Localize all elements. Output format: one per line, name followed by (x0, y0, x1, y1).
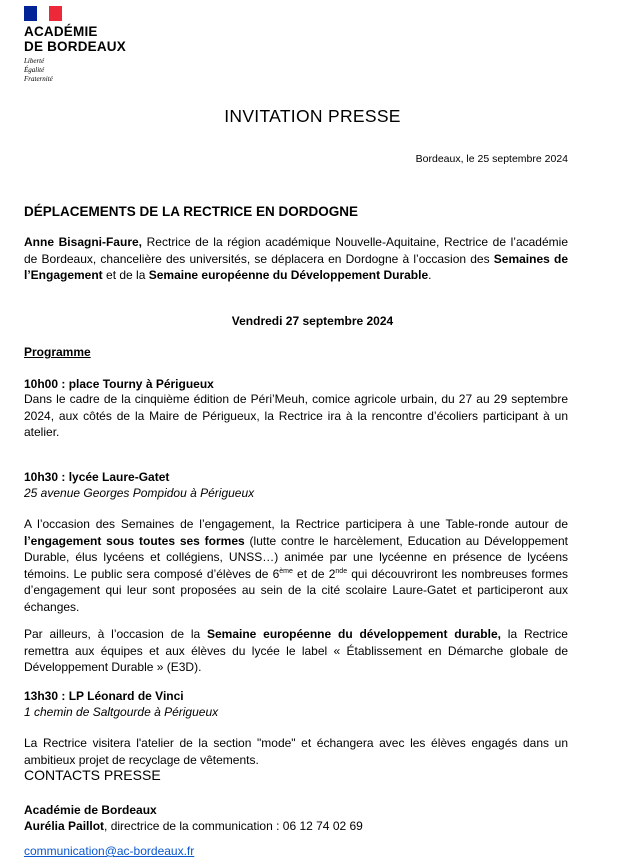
event1-text: Dans le cadre de la cinquième édition de Péri’Meuh, comice agricole urbain, du 27 au 29 septembre 2024, aux côtés de la Maire de Périgueux, la Rectrice ira à la rencontre d’écoliers participant à un atelier. (24, 392, 568, 439)
logo-line-bordeaux: DE BORDEAUX (24, 39, 126, 54)
contacts-person: Aurélia Paillot (24, 819, 105, 833)
event2-p1-sup-1: ème (279, 567, 293, 575)
event-day: Vendredi 27 septembre 2024 (231, 314, 394, 328)
event2-p1-text-3: et de 2 (292, 566, 336, 581)
event2-p1-text-1: A l’occasion des Semaines de l’engagement, la Rectrice participera à une Table-ronde autour de (24, 517, 568, 531)
intro-paragraph (24, 234, 568, 284)
event2-p1-bold-1: l’engagement sous toutes ses formes (24, 533, 245, 548)
event3-text: La Rectrice visitera l'atelier de la section "mode" et échangera avec les élèves engagés dans un ambitieux projet de recyclage de vêtements. (24, 736, 568, 767)
motto-egalite: Égalité (24, 66, 45, 74)
main-heading: DÉPLACEMENTS DE LA RECTRICE EN DORDOGNE (24, 204, 359, 219)
event2-p2-bold-1: Semaine européenne du développement durable, (206, 627, 501, 641)
intro-bold-1: Semaines de l’Engagement (24, 251, 568, 282)
intro-name: Anne Bisagni-Faure, (24, 235, 142, 249)
motto-fraternite: Fraternité (24, 75, 53, 83)
flag-red-stripe (49, 6, 62, 21)
event2-p2-text-1: Par ailleurs, à l’occasion de la (24, 627, 207, 641)
document-title: INVITATION PRESSE (224, 106, 401, 126)
event2-p2-text-2: la Rectrice remettra aux équipes et aux élèves du lycée le label « Établissement en Démarche globale de Développement Durable » (E3D). (24, 627, 568, 674)
event2-title: 10h30 : lycée Laure-Gatet (24, 470, 170, 484)
logo-line-academie: ACADÉMIE (24, 24, 98, 39)
republique-francaise-flag-logo (24, 6, 62, 21)
event2-paragraph-2 (24, 626, 568, 676)
flag-white-stripe (37, 6, 50, 21)
event2-paragraph-1 (24, 516, 568, 615)
contacts-person-line (24, 819, 363, 833)
event3-address: 1 chemin de Saltgourde à Périgueux (24, 705, 219, 719)
event2-p1-sup-2: nde (335, 567, 348, 575)
intro-text-3: . (428, 268, 432, 282)
programme-label: Programme (24, 345, 91, 359)
intro-text-1: Rectrice de la région académique Nouvelle-Aquitaine, Rectrice de l’académie de Bordeaux, chancelière des universités, se déplacera en Dordogne à l’occasion des (24, 235, 568, 266)
event2-p1-text-4: qui découvriront les nombreuses formes d’engagement qui leur sont proposées au sein de la cité scolaire Laure-Gatet et participeront aux échanges. (24, 566, 568, 614)
intro-text-2: et de la (102, 268, 149, 282)
motto-liberte: Liberté (24, 57, 45, 65)
flag-blue-stripe (24, 6, 37, 21)
event3-title: 13h30 : LP Léonard de Vinci (24, 689, 184, 703)
contacts-org: Académie de Bordeaux (24, 803, 157, 817)
date-line: Bordeaux, le 25 septembre 2024 (415, 153, 568, 165)
contacts-email-link[interactable]: communication@ac-bordeaux.fr (24, 844, 195, 858)
event2-address: 25 avenue Georges Pompidou à Périgueux (24, 486, 255, 500)
contacts-title: CONTACTS PRESSE (24, 767, 161, 783)
event2-p1-text-2: (lutte contre le harcèlement, Education au Développement Durable, élus lycéens et collégiens, UNSS…) animée par une lycéenne en présence de lycéens témoins. Le public sera composé d’élèves de 6 (24, 533, 568, 581)
contacts-role: , directrice de la communication : 06 12 74 02 69 (104, 819, 363, 833)
event1-title: 10h00 : place Tourny à Périgueux (24, 377, 214, 391)
logo-motto (24, 57, 53, 84)
intro-bold-2: Semaine européenne du Développement Durable (148, 268, 429, 282)
